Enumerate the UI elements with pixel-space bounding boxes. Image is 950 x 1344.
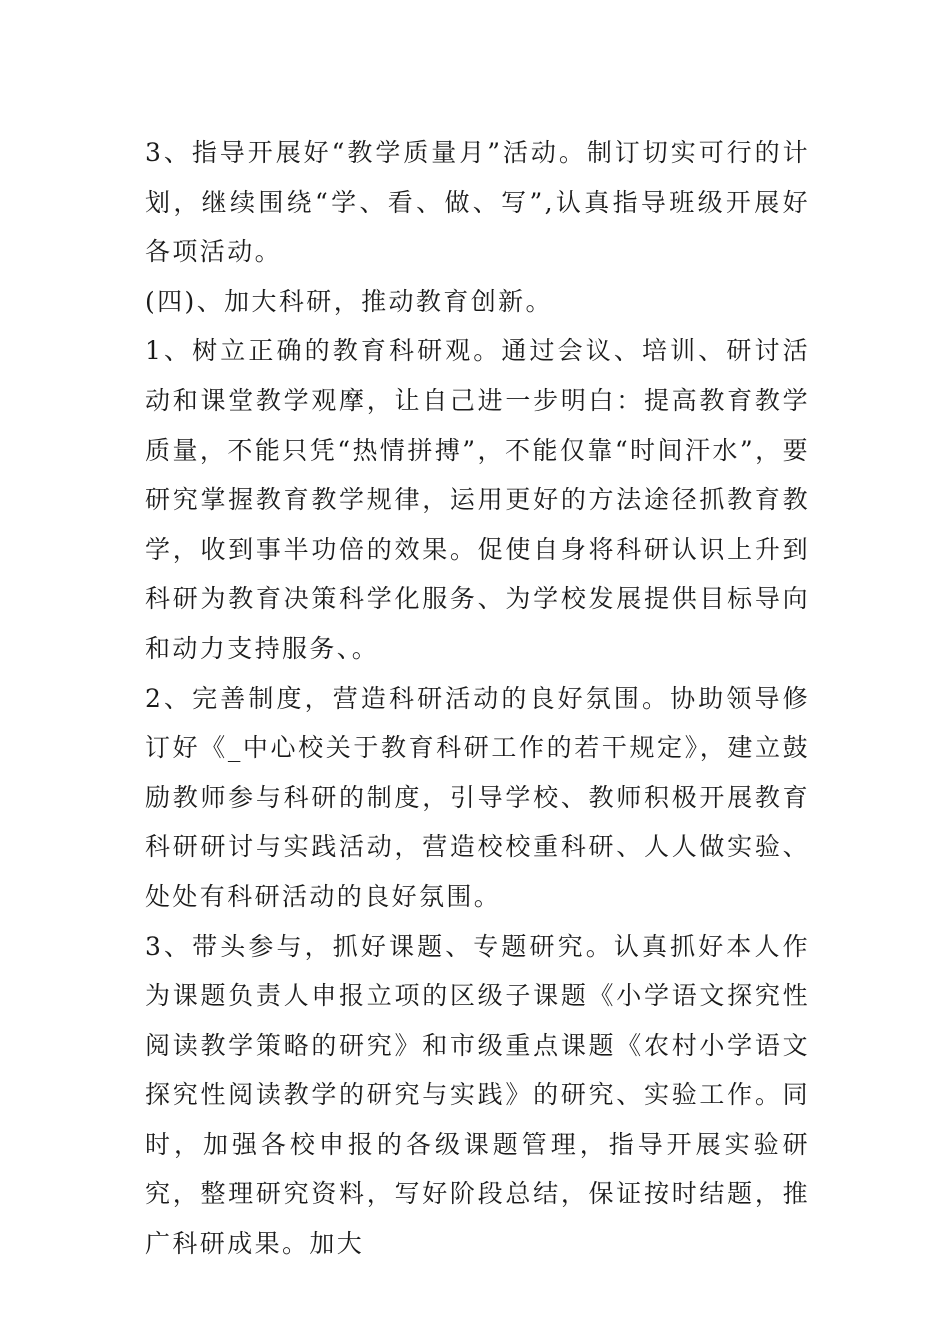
paragraph-quality-month: 3、指导开展好“教学质量月”活动。制订切实可行的计划，继续围绕“学、看、做、写”,认真指导班级开展好各项活动。 (145, 138, 810, 267)
paragraph-research-projects: 3、带头参与，抓好课题、专题研究。认真抓好本人作为课题负责人申报立项的区级子课题《小学语文探究性阅读教学策略的研究》和市级重点课题《农村小学语文探究性阅读教学的研究与实践》的研究、实验工作。同时，加强各校申报的各级课题管理，指导开展实验研究，整理研究资料，写好阶段总结，保证按时结题，推广科研成果。加大 (145, 931, 810, 1259)
document-body (145, 128, 810, 1269)
paragraph-research-view: 1、树立正确的教育科研观。通过会议、培训、研讨活动和课堂教学观摩，让自己进一步明白：提高教育教学质量，不能只凭“热情拼搏”，不能仅靠“时间汗水”，要研究掌握教育教学规律，运用更好的方法途径抓教育教学，收到事半功倍的效果。促使自身将科研认识上升到科研为教育决策科学化服务、为学校发展提供目标导向和动力支持服务、。 (145, 336, 810, 663)
section-heading-research: (四)、加大科研，推动教育创新。 (145, 286, 553, 316)
paragraph-research-system: 2、完善制度，营造科研活动的良好氛围。协助领导修订好《_中心校关于教育科研工作的若干规定》，建立鼓励教师参与科研的制度，引导学校、教师积极开展教育科研研讨与实践活动，营造校校重科研、人人做实验、处处有科研活动的良好氛围。 (145, 683, 810, 911)
